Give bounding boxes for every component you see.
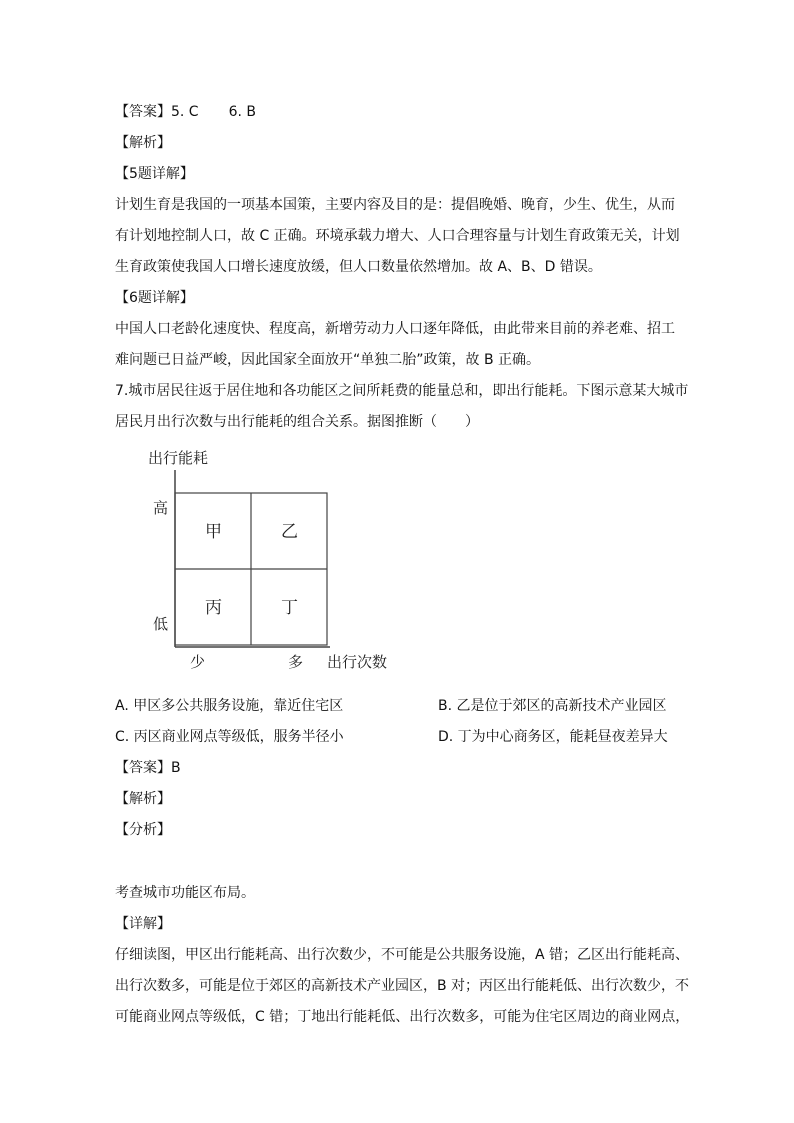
q5-text-line-2: 有计划地控制人口，故 C 正确。环境承载力增大、人口合理容量与计划生育政策无关，计划 (115, 228, 680, 244)
analysis-7-label: 【解析】 (115, 791, 171, 807)
detail-text-line-3: 可能商业网点等级低，C 错；丁地出行能耗低、出行次数多，可能为住宅区周边的商业网点， (115, 1009, 690, 1025)
q6-text-line-1: 中国人口老龄化速度快、程度高，新增劳动力人口逐年降低，由此带来目前的养老难、招工 (115, 321, 675, 337)
x-label-few: 少 (190, 653, 206, 671)
option-a[interactable]: A. 甲区多公共服务设施，靠近住宅区 (115, 698, 344, 714)
detail-text-line-1: 仔细读图，甲区出行能耗高、出行次数少，不可能是公共服务设施，A 错；乙区出行能耗高、 (115, 947, 690, 963)
q5-text-line-1: 计划生育是我国的一项基本国策，主要内容及目的是：提倡晚婚、晚育，少生、优生，从而 (115, 197, 675, 213)
answer-5: 5. C (171, 104, 199, 120)
analyze-label: 【分析】 (115, 822, 171, 838)
quadrant-figure (140, 445, 400, 680)
q6-text-line-2: 难问题已日益严峻，因此国家全面放开“单独二胎”政策，故 B 正确。 (115, 352, 541, 368)
q7-stem-line-1: 7.城市居民往返于居住地和各功能区之间所耗费的能量总和，即出行能耗。下图示意某大城市 (115, 383, 689, 399)
x-label-many: 多 (288, 653, 304, 671)
option-b[interactable]: B. 乙是位于郊区的高新技术产业园区 (438, 698, 667, 714)
detail-label: 【详解】 (115, 916, 171, 932)
y-label-high: 高 (153, 499, 169, 517)
y-axis-title: 出行能耗 (148, 449, 209, 467)
q5-text-line-3: 生育政策使我国人口增长速度放缓，但人口数量依然增加。故 A、B、D 错误。 (115, 259, 602, 275)
analysis-label: 【解析】 (115, 135, 171, 151)
q7-stem-line-2: 居民月出行次数与出行能耗的组合关系。据图推断（ ） (115, 414, 479, 430)
answer-7: 【答案】B (115, 760, 181, 776)
analyze-text: 考查城市功能区布局。 (115, 885, 255, 901)
q6-detail-label: 【6题详解】 (115, 290, 194, 306)
detail-text-line-2: 出行次数多，可能是位于郊区的高新技术产业园区，B 对；丙区出行能耗低、出行次数少，不 (115, 978, 690, 994)
answer-6: 6. B (228, 104, 257, 120)
answer-label: 【答案】 (115, 104, 171, 120)
x-axis-title: 出行次数 (327, 653, 388, 671)
cell-jia: 甲 (205, 522, 222, 542)
quadrant-diagram (140, 445, 400, 680)
cell-yi: 乙 (281, 522, 298, 542)
option-d[interactable]: D. 丁为中心商务区，能耗昼夜差异大 (438, 729, 668, 745)
option-c[interactable]: C. 丙区商业网点等级低，服务半径小 (115, 729, 344, 745)
q5-detail-label: 【5题详解】 (115, 166, 194, 182)
answer-5-6 (115, 102, 256, 122)
cell-ding: 丁 (281, 598, 298, 618)
y-label-low: 低 (153, 615, 169, 633)
cell-bing: 丙 (205, 598, 222, 618)
